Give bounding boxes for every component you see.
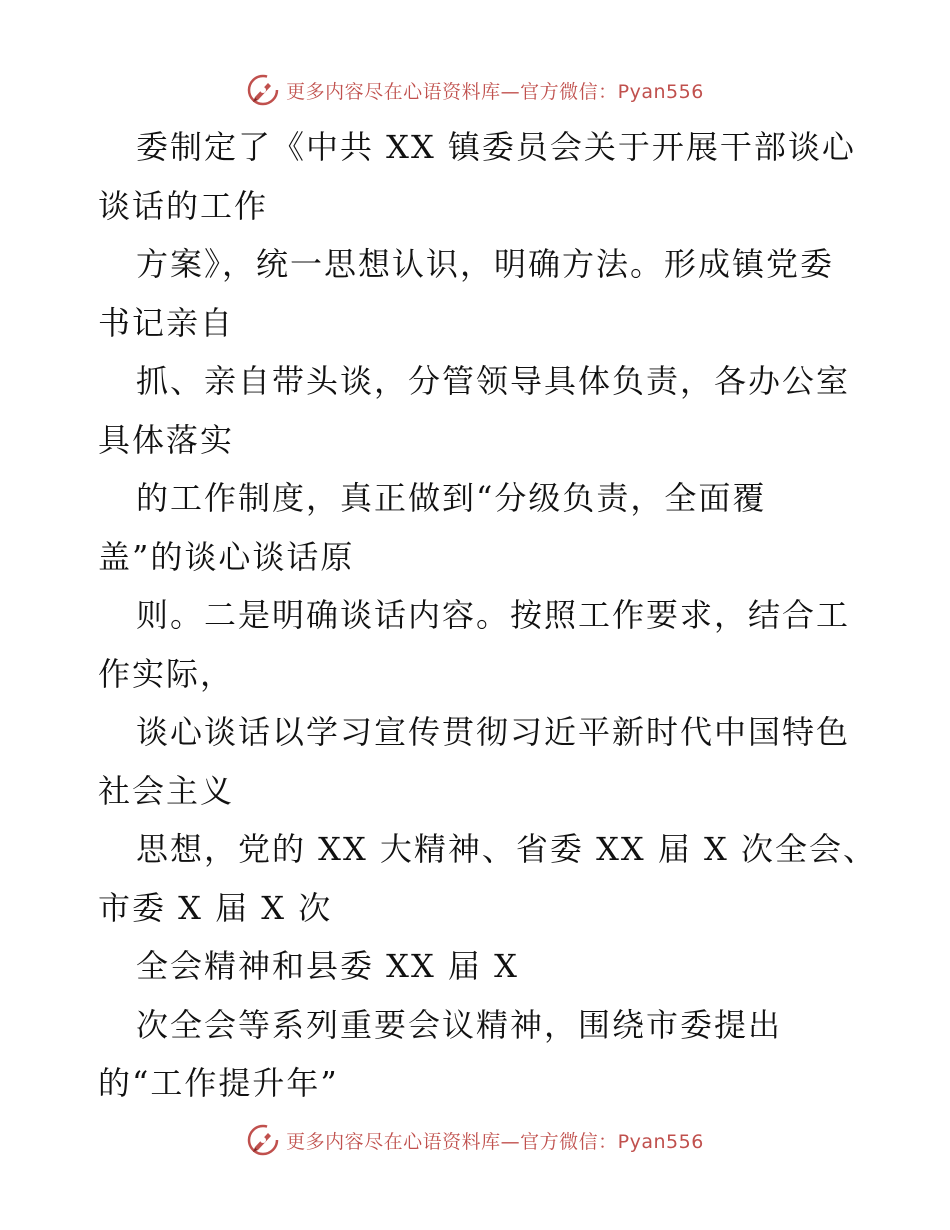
- footer-banner-text: 更多内容尽在心语资料库—官方微信：Pyan556: [286, 1130, 704, 1153]
- text-line: 书记亲自: [98, 303, 235, 342]
- text-line: 具体落实: [98, 420, 235, 459]
- footer-banner: [0, 1120, 950, 1160]
- text-line: 全会精神和县委 XX 届 X: [136, 947, 519, 985]
- text-line: 则。二是明确谈话内容。按照工作要求，结合工: [136, 596, 851, 634]
- text-line: 思想，党的 XX 大精神、省委 XX 届 X 次全会、: [136, 830, 877, 868]
- pen-logo-icon: [246, 73, 280, 107]
- header-banner-text: 更多内容尽在心语资料库—官方微信：Pyan556: [286, 80, 704, 103]
- text-line: 谈心谈话以学习宣传贯彻习近平新时代中国特色: [136, 713, 851, 751]
- text-line: 的工作制度，真正做到“分级负责，全面覆: [136, 479, 767, 517]
- text-line: 抓、亲自带头谈，分管领导具体负责，各办公室: [136, 362, 851, 400]
- text-line: 社会主义: [98, 771, 235, 810]
- pen-logo-icon: [246, 1123, 280, 1157]
- text-line: 委制定了《中共 XX 镇委员会关于开展干部谈心: [136, 128, 856, 166]
- text-line: 次全会等系列重要会议精神，围绕市委提出: [136, 1005, 783, 1044]
- header-banner: [0, 70, 950, 110]
- document-body: [98, 118, 877, 1113]
- text-line: 盖”的谈心谈话原: [98, 537, 355, 576]
- text-line: 方案》，统一思想认识，明确方法。形成镇党委: [136, 245, 835, 283]
- text-line: 谈话的工作: [98, 186, 269, 225]
- text-line: 市委 X 届 X 次: [98, 888, 333, 927]
- text-line: 作实际，: [98, 654, 235, 693]
- text-line: 的“工作提升年”: [98, 1064, 339, 1102]
